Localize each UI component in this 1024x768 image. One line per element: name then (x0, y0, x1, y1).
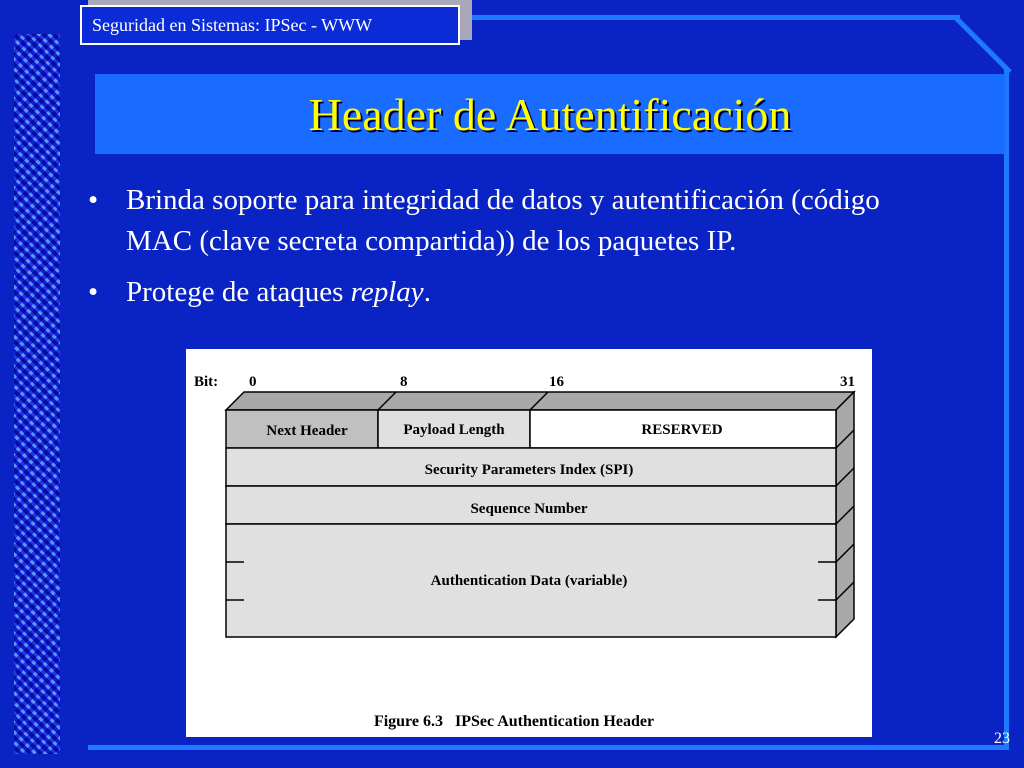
frame-line-top (470, 15, 960, 20)
bullet-item (88, 180, 938, 262)
label-spi: Security Parameters Index (SPI) (424, 462, 634, 478)
bullet-text: Protege de ataques (126, 276, 351, 308)
frame-corner (950, 12, 1024, 82)
slide-title: Header de Autentificación (308, 89, 792, 140)
page-number: 23 (994, 730, 1010, 747)
bit-tick-8: 8 (400, 374, 408, 390)
bullet-text-end: . (423, 276, 431, 308)
course-title: Seguridad en Sistemas: IPSec - WWW (92, 15, 373, 35)
ah-diagram (186, 349, 872, 737)
bit-tick-31: 31 (840, 374, 855, 390)
bit-label: Bit: (194, 374, 219, 390)
label-sequence-number: Sequence Number (470, 501, 588, 517)
bullet-text: Brinda soporte para integridad de datos y autentificación (código MAC (clave secreta compartida)) de los paquetes IP. (126, 184, 880, 257)
label-auth-data: Authentication Data (variable) (430, 573, 628, 589)
label-next-header: Next Header (266, 423, 348, 439)
bullet-list (88, 180, 938, 323)
frame-line-bottom (88, 745, 1008, 750)
bullet-dot: • (88, 184, 99, 216)
decorative-texture-strip (14, 34, 60, 754)
bullet-dot: • (88, 276, 99, 308)
label-payload-length: Payload Length (403, 422, 505, 438)
ah-header-figure (186, 349, 872, 737)
bit-tick-16: 16 (549, 374, 564, 390)
label-reserved: RESERVED (641, 422, 723, 438)
bullet-item (88, 272, 938, 313)
bit-tick-0: 0 (249, 374, 257, 390)
bullet-emphasis: replay (350, 276, 424, 308)
figure-caption: Figure 6.3 IPSec Authentication Header (373, 713, 655, 730)
frame-line-right (1004, 70, 1009, 750)
